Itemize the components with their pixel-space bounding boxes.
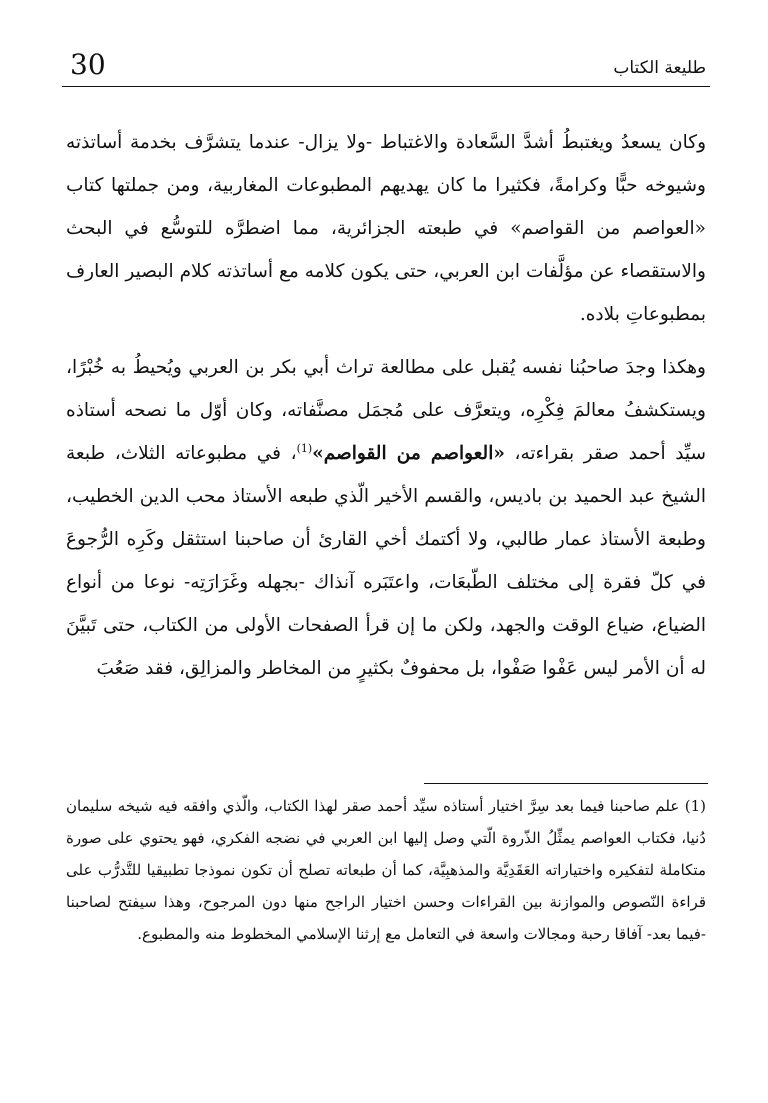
paragraph-2-text-start: وهكذا وجدَ صاحبُنا نفسه يُقبل على مطالعة تراث أبي بكر بن العربي ويُحيطُ به خُبْرًا، ويستكشفُ معالمَ فِكْرِه، ويتعرَّف على مُجمَل مصنَّفاته، وكان أوّل ما نصحه أستاذه سيِّد أحمد صقر بقراءته،	[66, 357, 706, 464]
book-title-bold: «العواصم من القواصم»	[312, 443, 505, 464]
footnote-separator	[424, 783, 708, 784]
running-head-title: طليعة الكتاب	[613, 58, 706, 78]
footnote-1: (1) علم صاحبنا فيما بعد سِرَّ اختيار أستاذه سيِّد أحمد صقر لهذا الكتاب، والّذي وافقه فيه شيخه سليمان دُنيا، فكتاب العواصم يمثِّلُ الذّروة الّتي وصل إليها ابن العربي في نضجه الفكري، فهو يحتوي على صورة متكاملة لتفكيره واختياراته العَقَدِيَّة والمذهبِيَّة، كما أن طبعاته تصلح أن تكون نموذجا تطبيقيا للتَّدرُّب على قراءة النّصوص والموازنة بين القراءات وحسن اختيار الراجح منها دون المرجوح، وهذا سيفتح لصاحبنا -فيما بعد- آفاقا رحبة ومجالات واسعة في التعامل مع إرثنا الإسلامي المخطوط منه والمطبوع.	[66, 797, 706, 943]
body-paragraph-2	[66, 346, 706, 690]
body-paragraph-1: وكان يسعدُ ويغتبطُ أشدَّ السَّعادة والاغتباط -ولا يزال- عندما يتشرَّف بخدمة أساتذته وشيوخه حبًّا وكرامةً، فكثيرا ما كان يهديهم المطبوعات المغاربية، ومن جملتها كتاب «العواصم من القواصم» في طبعته الجزائرية، مما اضطرَّه للتوسُّع في البحث والاستقصاء عن مؤلَّفات ابن العربي، حتى يكون كلامه مع أساتذته كلام البصير العارف بمطبوعاتِ بلاده.	[66, 132, 706, 325]
paragraph-2-text-end: ، في مطبوعاته الثلاث، طبعة الشيخ عبد الحميد بن باديس، والقسم الأخير الّذي طبعه الأستاذ محب الدين الخطيب، وطبعة الأستاذ عمار طالبي، ولا أكتمك أخي القارئ أن صاحبنا استثقل وكَرِه الرُّجوعَ في كلّ فقرة إلى مختلف الطّبعَات، واعتَبَره آنذاك -بجهله وغَرَارَتِه- نوعا من أنواع الضياع، ضياع الوقت والجهد، ولكن ما إن قرأ الصفحات الأولى من الكتاب، حتى تَبيَّنَ له أن الأمر ليس عَفْوا صَفْوا، بل محفوفٌ بكثيرٍ من المخاطر والمزالِق، فقد صَعُبَ	[66, 443, 706, 679]
footnote-reference: (1)	[296, 441, 313, 455]
page-number: 30	[70, 48, 106, 81]
running-head	[62, 46, 710, 87]
